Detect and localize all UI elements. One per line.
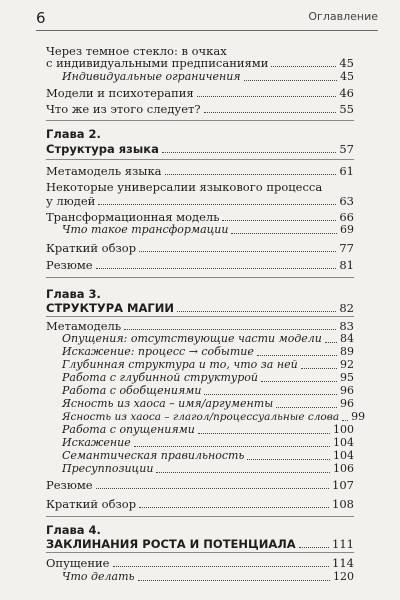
toc-subentry: Опущения: отсутствующие части модели 84 (62, 332, 354, 345)
toc-subentry: Глубинная структура и то, что за ней 92 (62, 358, 354, 371)
toc-entry: Краткий обзор 77 (46, 241, 354, 255)
toc-entry: у людей 63 (46, 194, 354, 208)
toc-entry: Метамодель языка 61 (46, 164, 354, 178)
toc-entry-line1: Через темное стекло: в очках (46, 44, 227, 58)
toc-subentry: Работа с глубинной структурой 95 (62, 371, 354, 384)
page-header (36, 8, 378, 31)
divider (46, 552, 354, 553)
page-number: 6 (36, 9, 46, 27)
toc-entry: Опущение 114 (46, 556, 354, 570)
chapter-label: Глава 2. (46, 127, 101, 141)
running-head: Оглавление (308, 10, 378, 23)
toc-subentry: Ясность из хаоса – имя/аргументы 96 (62, 397, 354, 410)
chapter-title: ЗАКЛИНАНИЯ РОСТА И ПОТЕНЦИАЛА 111 (46, 537, 354, 551)
toc-subentry: Семантическая правильность 104 (62, 449, 354, 462)
toc-subentry: Работа с опущениями 100 (62, 423, 354, 436)
toc-entry: Резюме 107 (46, 478, 354, 492)
divider (46, 316, 354, 317)
toc-entry-line1: Некоторые универсалии языкового процесса (46, 180, 323, 194)
toc-subentry: Искажение: процесс → событие 89 (62, 345, 354, 358)
toc-subentry: Пресуппозиции 106 (62, 462, 354, 475)
divider (46, 516, 354, 517)
divider (46, 159, 354, 160)
toc-entry: Трансформационная модель 66 (46, 210, 354, 224)
toc-subentry: Ясность из хаоса – глагол/процессуальные слова 99 (62, 410, 366, 423)
toc-subentry: Искажение 104 (62, 436, 354, 449)
toc-subentry: Что такое трансформации 69 (62, 223, 354, 236)
toc-subentry: Работа с обобщениями 96 (62, 384, 354, 397)
toc-subentry: Что делать 120 (62, 570, 354, 583)
chapter-label: Глава 3. (46, 287, 101, 301)
toc-entry: с индивидуальными предписаниями 45 (46, 56, 354, 70)
toc-entry: Что же из этого следует? 55 (46, 102, 354, 116)
toc-entry: Модели и психотерапия 46 (46, 86, 354, 100)
chapter-title: Структура языка 57 (46, 142, 354, 156)
toc-entry: Краткий обзор 108 (46, 497, 354, 511)
divider (46, 120, 354, 121)
toc-entry: Метамодель 83 (46, 319, 354, 333)
divider (46, 277, 354, 278)
chapter-label: Глава 4. (46, 523, 101, 537)
chapter-title: СТРУКТУРА МАГИИ 82 (46, 301, 354, 315)
toc-entry: Резюме 81 (46, 258, 354, 272)
toc-subentry: Индивидуальные ограничения 45 (62, 70, 354, 83)
